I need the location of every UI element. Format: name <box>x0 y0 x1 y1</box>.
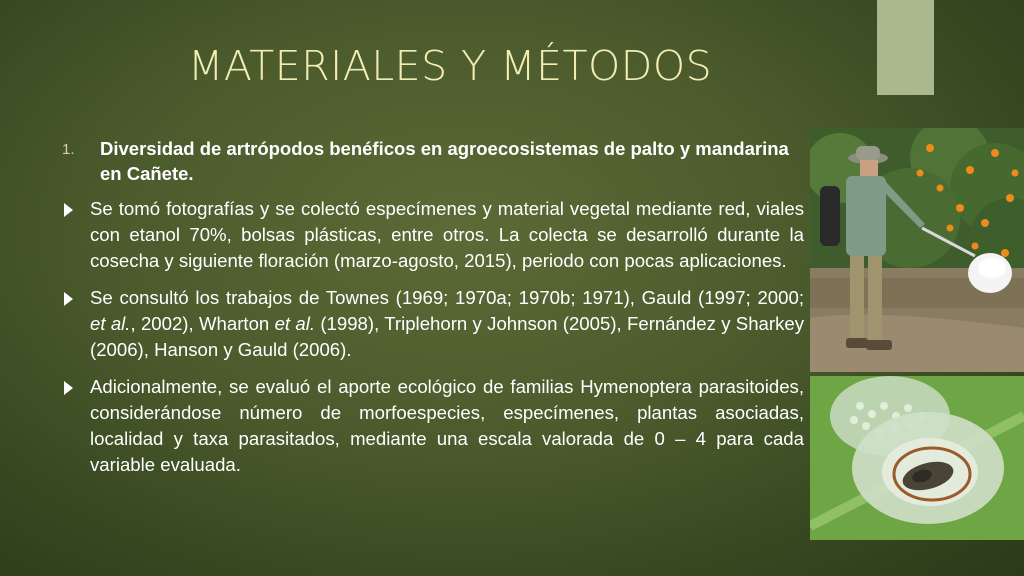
numbered-item-text: Diversidad de artrópodos benéficos en agroecosistemas de palto y mandarina en Cañete. <box>100 138 789 184</box>
decorative-accent-tab <box>877 0 934 95</box>
photo-collector-with-net <box>810 128 1024 372</box>
italic-et-al: et al. <box>90 313 131 334</box>
item-number: 1. <box>62 141 75 158</box>
bullet-text: Se consultó los trabajos de Townes (1969; 1970a; 1970b; 1971), Gauld (1997; 2000; et al., 2002), Wharton et al. (1998), Triplehorn y Johnson (2005), Fernández y Sharkey (2006), Hanson y Gauld (2006). <box>90 287 805 360</box>
photo-parasitoid-on-leaf <box>810 376 1024 540</box>
slide-content <box>62 136 804 489</box>
bullet-arrow-icon <box>64 381 73 395</box>
bullet-text: Se tomó fotografías y se colectó especímenes y material vegetal mediante red, viales con etanol 70%, bolsas plásticas, entre otros. La colecta se desarrolló durante la cosecha y siguiente floración (marzo-agosto, 2015), periodo con pocas aplicaciones. <box>90 198 804 271</box>
photo-parasitoid-illustration <box>810 376 1024 540</box>
bullet-arrow-icon <box>64 292 73 306</box>
bullet-text: Adicionalmente, se evaluó el aporte ecológico de familias Hymenoptera parasitoides, considerándose número de morfoespecies, especímenes, plantas asociadas, localidad y taxa parasitados, mediante una escala valorada de 0 – 4 para cada variable evaluada. <box>90 376 804 475</box>
numbered-item <box>62 136 804 186</box>
photo-collector-illustration <box>810 128 1024 372</box>
slide-title: MATERIALES Y MÉTODOS <box>188 42 713 90</box>
bullet-arrow-icon <box>64 203 73 217</box>
bullet-item <box>62 374 804 478</box>
bullet-item <box>62 285 804 363</box>
bullet-item <box>62 196 804 274</box>
italic-et-al: et al. <box>274 313 316 334</box>
